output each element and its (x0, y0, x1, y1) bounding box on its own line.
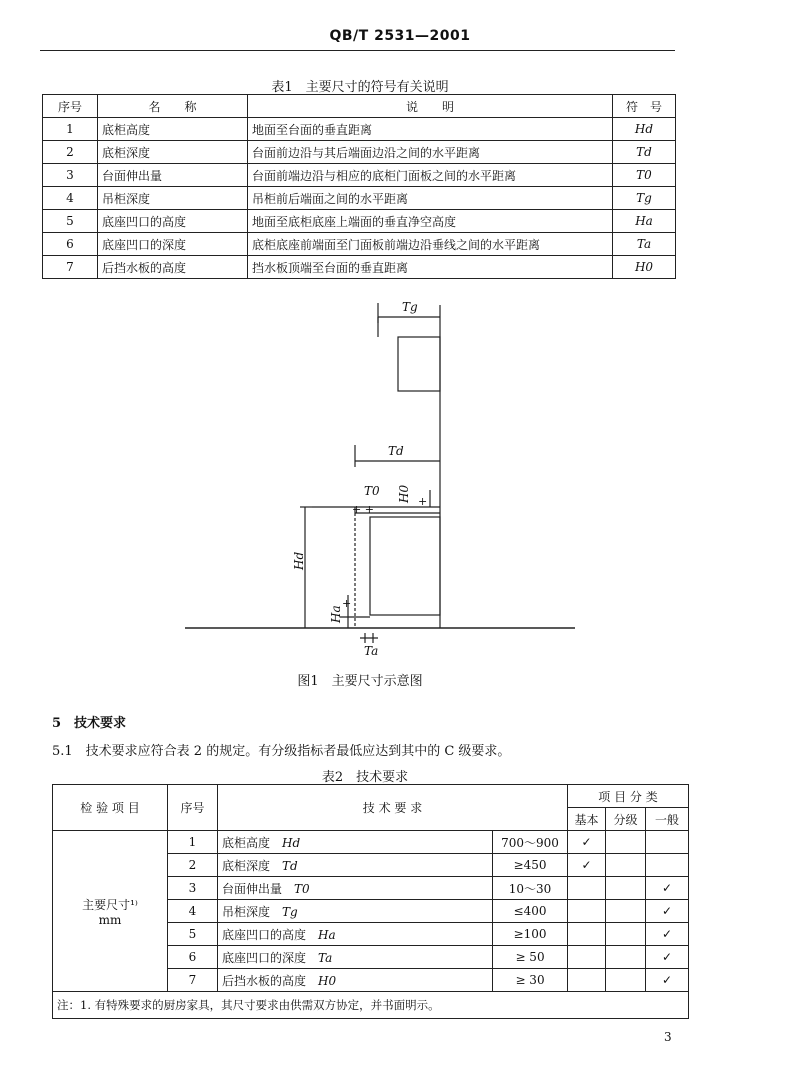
row-requirement (218, 831, 493, 854)
header-rule (40, 50, 675, 51)
row-no: 4 (168, 900, 218, 923)
row-symbol: Td (613, 141, 676, 164)
table2-header-requirement: 技 术 要 求 (218, 785, 568, 831)
table-row (43, 164, 676, 187)
row-symbol: Hd (613, 118, 676, 141)
table-row (43, 210, 676, 233)
table-row (43, 256, 676, 279)
table1-header-name: 名 称 (98, 95, 248, 118)
table-row (43, 118, 676, 141)
table2-header-basic: 基本 (568, 808, 606, 831)
standard-code-header: QB/T 2531—2001 (329, 28, 471, 44)
row-desc: 吊柜前后端面之间的水平距离 (248, 187, 613, 210)
ha-tick-mark: + (342, 597, 352, 610)
row-general (646, 831, 689, 854)
base-cabinet (370, 517, 440, 615)
row-basic: ✓ (568, 831, 606, 854)
table2-note: 注：1. 有特殊要求的厨房家具，其尺寸要求由供需双方协定，并书面明示。 (53, 992, 689, 1019)
row-requirement (218, 923, 493, 946)
row-name: 后挡水板的高度 (222, 973, 307, 988)
row-name: 底座凹口的深度 (98, 233, 248, 256)
row-name: 台面伸出量 (222, 881, 283, 896)
row-desc: 地面至台面的垂直距离 (248, 118, 613, 141)
row-general (646, 854, 689, 877)
row-name: 底柜高度 (222, 835, 271, 850)
label-tg: Tg (402, 300, 418, 314)
row-general: ✓ (646, 877, 689, 900)
row-requirement (218, 969, 493, 992)
table2-header-no: 序号 (168, 785, 218, 831)
row-name: 台面伸出量 (98, 164, 248, 187)
label-ha: Ha (329, 605, 343, 623)
row-no: 7 (43, 256, 98, 279)
row-value: ≤400 (493, 900, 568, 923)
row-value: ≥450 (493, 854, 568, 877)
label-ta: Ta (364, 644, 379, 658)
table2-header-graded: 分级 (606, 808, 646, 831)
row-symbol: T0 (294, 881, 310, 896)
row-symbol: Td (282, 858, 298, 873)
table1-header-symbol: 符 号 (613, 95, 676, 118)
row-value: ≥ 30 (493, 969, 568, 992)
row-name: 底柜深度 (222, 858, 271, 873)
table-row (43, 187, 676, 210)
row-general: ✓ (646, 923, 689, 946)
row-graded (606, 900, 646, 923)
label-hd: Hd (292, 551, 306, 570)
row-no: 1 (43, 118, 98, 141)
row-requirement (218, 900, 493, 923)
row-requirement (218, 877, 493, 900)
h0-tick-mark: + (418, 495, 428, 508)
symbols-table (42, 94, 676, 279)
table2-header-general: 一般 (646, 808, 689, 831)
row-basic (568, 969, 606, 992)
row-no: 3 (43, 164, 98, 187)
row-graded (606, 923, 646, 946)
row-symbol: Ta (613, 233, 676, 256)
row-desc: 台面前端边沿与相应的底柜门面板之间的水平距离 (248, 164, 613, 187)
row-symbol: Tg (613, 187, 676, 210)
row-symbol: H0 (613, 256, 676, 279)
table2-note-row (53, 992, 689, 1019)
row-desc: 地面至底柜底座上端面的垂直净空高度 (248, 210, 613, 233)
row-general: ✓ (646, 900, 689, 923)
group-unit: mm (98, 912, 122, 927)
wall-cabinet (398, 337, 440, 391)
row-requirement (218, 946, 493, 969)
row-name: 吊柜深度 (98, 187, 248, 210)
row-symbol: H0 (318, 973, 337, 988)
row-name: 后挡水板的高度 (98, 256, 248, 279)
row-symbol: Tg (282, 904, 298, 919)
row-name: 底座凹口的高度 (222, 927, 307, 942)
row-graded (606, 969, 646, 992)
row-symbol: T0 (613, 164, 676, 187)
row-desc: 挡水板顶端至台面的垂直距离 (248, 256, 613, 279)
table-row (43, 141, 676, 164)
row-value: ≥ 50 (493, 946, 568, 969)
row-graded (606, 877, 646, 900)
row-no: 2 (43, 141, 98, 164)
row-name: 底柜深度 (98, 141, 248, 164)
label-t0: T0 (364, 484, 380, 498)
row-no: 7 (168, 969, 218, 992)
group-label: 主要尺寸¹⁾ (82, 897, 138, 912)
label-td: Td (388, 444, 404, 458)
row-requirement (218, 854, 493, 877)
row-graded (606, 854, 646, 877)
t0-tick-mark: + + (352, 503, 374, 516)
row-graded (606, 831, 646, 854)
row-basic (568, 946, 606, 969)
row-no: 2 (168, 854, 218, 877)
row-basic (568, 923, 606, 946)
row-no: 3 (168, 877, 218, 900)
figure1-caption: 图1 主要尺寸示意图 (297, 674, 423, 689)
row-no: 1 (168, 831, 218, 854)
dimension-diagram (180, 295, 580, 670)
row-symbol: Ha (613, 210, 676, 233)
row-symbol: Hd (282, 835, 301, 850)
row-name: 底柜高度 (98, 118, 248, 141)
row-name: 底座凹口的深度 (222, 950, 307, 965)
row-graded (606, 946, 646, 969)
row-general: ✓ (646, 969, 689, 992)
row-desc: 台面前边沿与其后端面边沿之间的水平距离 (248, 141, 613, 164)
page-number: 3 (664, 1030, 672, 1044)
table2-header-classification: 项 目 分 类 (568, 785, 689, 808)
row-symbol: Ha (318, 927, 336, 942)
table2-group-cell (53, 831, 168, 992)
row-name: 底座凹口的高度 (98, 210, 248, 233)
row-no: 5 (168, 923, 218, 946)
row-no: 4 (43, 187, 98, 210)
row-basic: ✓ (568, 854, 606, 877)
table2-header-item: 检 验 项 目 (53, 785, 168, 831)
table-row (53, 831, 689, 854)
row-desc: 底柜底座前端面至门面板前端边沿垂线之间的水平距离 (248, 233, 613, 256)
row-general: ✓ (646, 946, 689, 969)
row-name: 吊柜深度 (222, 904, 271, 919)
table-row (43, 233, 676, 256)
table1-header-no: 序号 (43, 95, 98, 118)
label-h0: H0 (397, 484, 411, 503)
table2-caption: 表2 技术要求 (321, 770, 409, 785)
row-basic (568, 877, 606, 900)
row-value: 700～900 (493, 831, 568, 854)
table1-caption: 表1 主要尺寸的符号有关说明 (271, 80, 449, 95)
row-basic (568, 900, 606, 923)
table1-header-row (43, 95, 676, 118)
table2-header-row (53, 785, 689, 808)
row-symbol: Ta (318, 950, 333, 965)
section-heading: 5 技术要求 (52, 716, 127, 731)
row-value: 10～30 (493, 877, 568, 900)
row-value: ≥100 (493, 923, 568, 946)
table1-header-desc: 说 明 (248, 95, 613, 118)
row-no: 6 (43, 233, 98, 256)
section-clause: 5.1 技术要求应符合表 2 的规定。有分级指标者最低应达到其中的 C 级要求。 (52, 744, 511, 759)
row-no: 6 (168, 946, 218, 969)
requirements-table (52, 784, 689, 1019)
row-no: 5 (43, 210, 98, 233)
